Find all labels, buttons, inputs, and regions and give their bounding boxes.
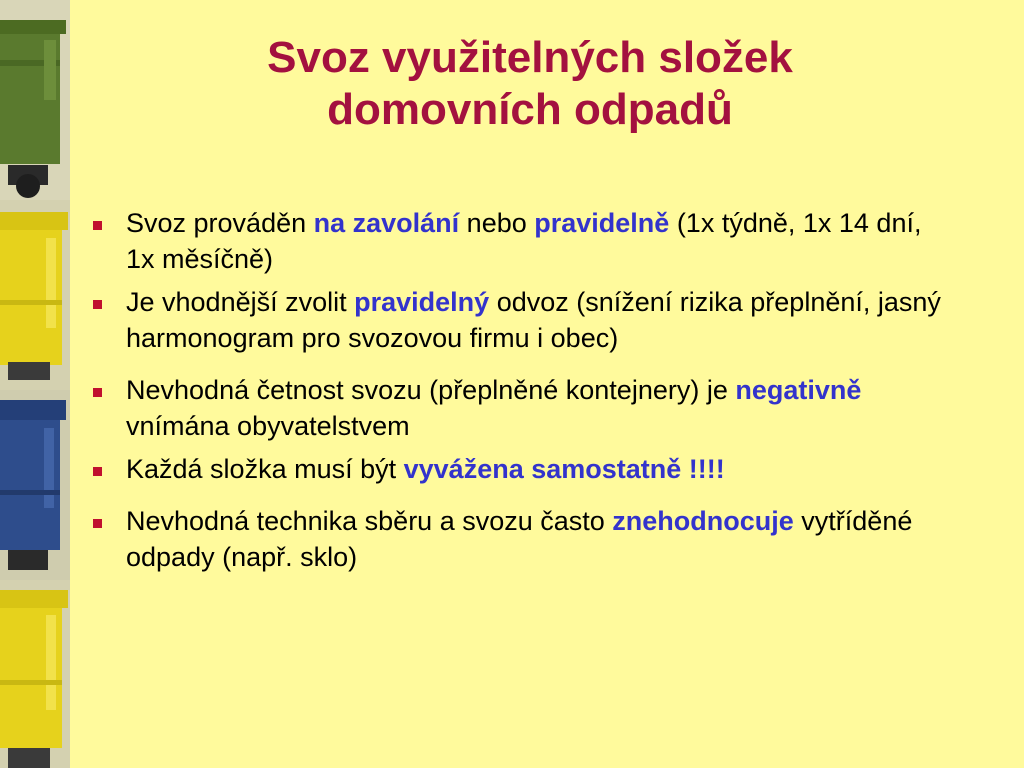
bullet-text: odvoz (snížení rizika přeplnění, jasný harmonogram pro svozovou firmu i obec) [126,287,941,353]
title-line-2: domovních odpadů [327,85,733,134]
highlight-text: vyvážena samostatně !!!! [403,454,725,484]
bullet-text: Každá složka musí být [126,454,404,484]
bullet-text: vytříděné odpady (např. sklo) [126,506,913,572]
bullet-item-4 [90,451,950,487]
bullet-text: Je vhodnější zvolit [126,287,355,317]
bullet-text: Nevhodná technika sběru a svozu často [126,506,613,536]
square-bullet-icon [93,300,102,309]
square-bullet-icon [93,221,102,230]
square-bullet-icon [93,467,102,476]
bullet-text: Nevhodná četnost svozu (přeplněné kontejnery) je [126,375,736,405]
slide-title [150,32,910,136]
highlight-text: negativně [735,375,862,405]
highlight-text: pravidelně [534,208,670,238]
highlight-text: na zavolání [313,208,460,238]
bullet-text: Svoz prováděn [126,208,314,238]
bullet-text: (1x týdně, 1x 14 dní, 1x měsíčně) [126,208,922,274]
bullet-item-3 [90,372,950,444]
bullet-item-2 [90,284,950,356]
bullet-item-5 [90,503,950,575]
waste-bins-image-strip [0,0,70,768]
yellow-bin-icon [0,200,70,390]
bullet-list [90,205,950,575]
highlight-text: znehodnocuje [612,506,794,536]
square-bullet-icon [93,388,102,397]
highlight-text: pravidelný [354,287,490,317]
bullet-text: nebo [459,208,535,238]
bullet-text: vnímána obyvatelstvem [126,411,410,441]
green-bin-icon [0,0,70,200]
yellow-bin-icon-2 [0,580,70,768]
blue-bin-icon [0,390,70,580]
title-line-1: Svoz využitelných složek [267,33,793,82]
bullet-item-1 [90,205,950,277]
square-bullet-icon [93,519,102,528]
